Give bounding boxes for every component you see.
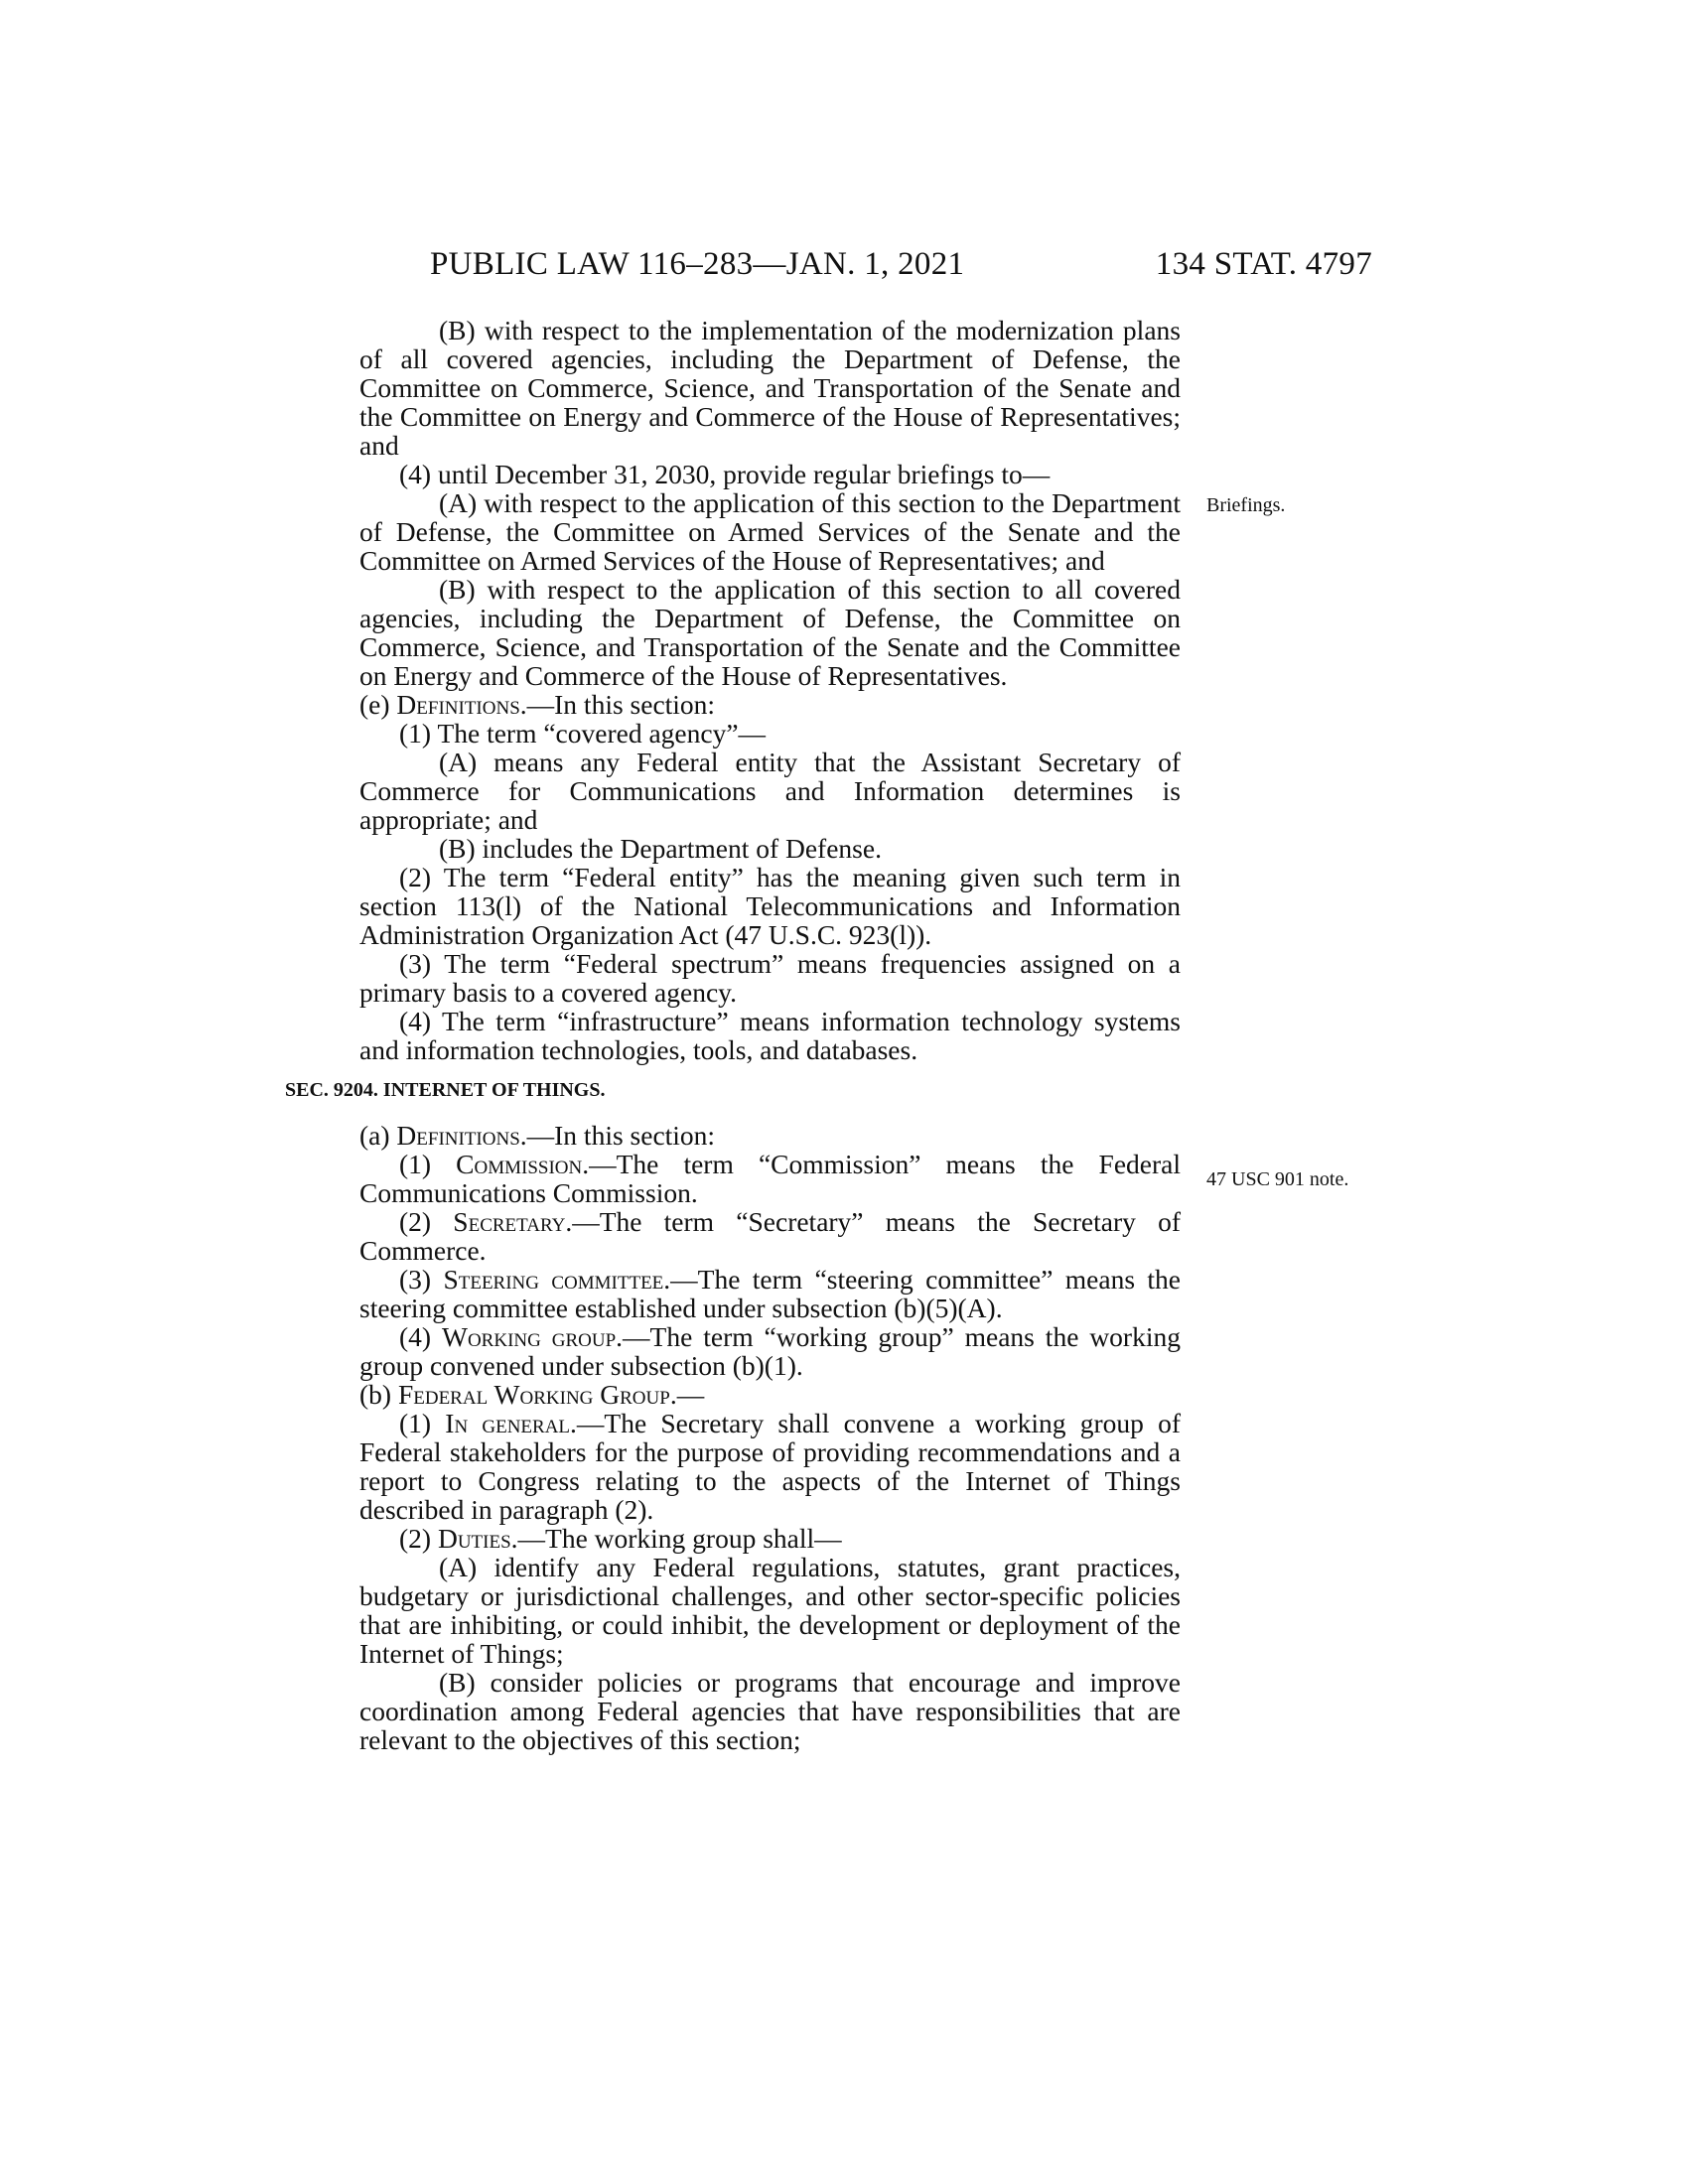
paragraph-a1 [359, 1150, 1181, 1207]
subsection-b-rest: .— [669, 1379, 705, 1410]
paragraph-a3-heading: Steering committee [443, 1264, 664, 1295]
paragraph-b1-heading: In general [445, 1408, 571, 1438]
paragraph-b2b: (B) consider policies or programs that encourage and improve coordination among Federal agencies that have responsibilities that are relevant to the objectives of this section; [359, 1667, 1181, 1755]
paragraph-d4: (4) until December 31, 2030, provide regular briefings to— [399, 459, 1051, 489]
subsection-a-heading: Definitions [396, 1120, 520, 1151]
subsection-e-heading: Definitions [396, 689, 520, 720]
paragraph-b2-rest: .—The working group shall— [510, 1523, 842, 1554]
paragraph-b1 [359, 1409, 1181, 1524]
margin-note-usc: 47 USC 901 note. [1206, 1168, 1349, 1190]
paragraph-a2-prefix: (2) [399, 1206, 454, 1237]
subsection-a-prefix: (a) [359, 1120, 397, 1151]
paragraph-b2 [359, 1524, 1181, 1553]
paragraph-d4b: (B) with respect to the application of this section to all covered agencies, including the Department of Defense, the Committee on Commerce, Science, and Transportation of the Senate and the Committee on Energy and Commerce of the House of Representatives. [359, 574, 1181, 691]
document-body [285, 315, 1181, 1755]
paragraph-e1b: (B) includes the Department of Defense. [439, 833, 882, 864]
paragraph-a3-rest: .—The term “steering committee” means the steering committee established under subsection (b)(5)(A). [359, 1264, 1181, 1323]
running-header-page-number: 134 STAT. 4797 [1155, 246, 1372, 282]
paragraph-a2 [359, 1207, 1181, 1265]
paragraph-b2-heading: Duties [437, 1523, 511, 1554]
paragraph-b1-rest: .—The Secretary shall convene a working group of Federal stakeholders for the purpose of providing recommendations and a report to Congress relating to the aspects of the Internet of Things described in paragraph (2). [359, 1408, 1181, 1525]
paragraph-b1-prefix: (1) [399, 1408, 446, 1438]
section-heading-9204: SEC. 9204. INTERNET OF THINGS. [285, 1079, 606, 1101]
paragraph-e1: (1) The term “covered agency”— [399, 718, 767, 749]
paragraph-e2: (2) The term “Federal entity” has the meaning given such term in section 113(l) of the National Telecommunications and Information Administration Organization Act (47 U.S.C. 923(l)). [359, 862, 1181, 950]
paragraph-a2-heading: Secretary [453, 1206, 566, 1237]
paragraph-e1a: (A) means any Federal entity that the Assistant Secretary of Commerce for Communications and Information determines is appropriate; and [359, 747, 1181, 835]
paragraph-e3: (3) The term “Federal spectrum” means frequencies assigned on a primary basis to a covered agency. [359, 948, 1181, 1008]
paragraph-a4-heading: Working group [442, 1321, 617, 1352]
paragraph-a4-prefix: (4) [399, 1321, 442, 1352]
paragraph-b2-prefix: (2) [399, 1523, 438, 1554]
subsection-b-heading: Federal Working Group [397, 1379, 670, 1410]
subsection-e-definitions [359, 690, 1181, 719]
subsection-e-prefix: (e) [359, 689, 397, 720]
subsection-b-federal-working-group [359, 1380, 1181, 1409]
subsection-a-rest: .—In this section: [519, 1120, 716, 1151]
paragraph-a1-heading: Commission [456, 1149, 583, 1179]
paragraph-a4-rest: .—The term “working group” means the working group convened under subsection (b)(1). [359, 1321, 1181, 1381]
paragraph-d3b: (B) with respect to the implementation of the modernization plans of all covered agencies, including the Department of Defense, the Committee on Commerce, Science, and Transportation of the Senate and the Committee on Energy and Commerce of the House of Representatives; and [359, 315, 1181, 461]
paragraph-a1-rest: .—The term “Commission” means the Federal Communications Commission. [359, 1149, 1181, 1208]
paragraph-a4 [359, 1322, 1181, 1380]
paragraph-b2a: (A) identify any Federal regulations, statutes, grant practices, budgetary or jurisdictional challenges, and other sector-specific policies that are inhibiting, or could inhibit, the development or deployment of the Internet of Things; [359, 1552, 1181, 1669]
paragraph-a3 [359, 1265, 1181, 1322]
subsection-b-prefix: (b) [359, 1379, 398, 1410]
running-header-title: PUBLIC LAW 116–283—JAN. 1, 2021 [430, 246, 965, 282]
paragraph-e4: (4) The term “infrastructure” means information technology systems and information technologies, tools, and databases. [359, 1006, 1181, 1065]
subsection-e-rest: .—In this section: [519, 689, 716, 720]
paragraph-a2-rest: .—The term “Secretary” means the Secretary of Commerce. [359, 1206, 1181, 1266]
paragraph-a3-prefix: (3) [399, 1264, 444, 1295]
margin-note-briefings: Briefings. [1206, 494, 1286, 516]
paragraph-d4a: (A) with respect to the application of this section to the Department of Defense, the Committee on Armed Services of the Senate and the Committee on Armed Services of the House of Representatives; and [359, 487, 1181, 576]
paragraph-a1-prefix: (1) [399, 1149, 457, 1179]
subsection-a-definitions [359, 1121, 1181, 1150]
